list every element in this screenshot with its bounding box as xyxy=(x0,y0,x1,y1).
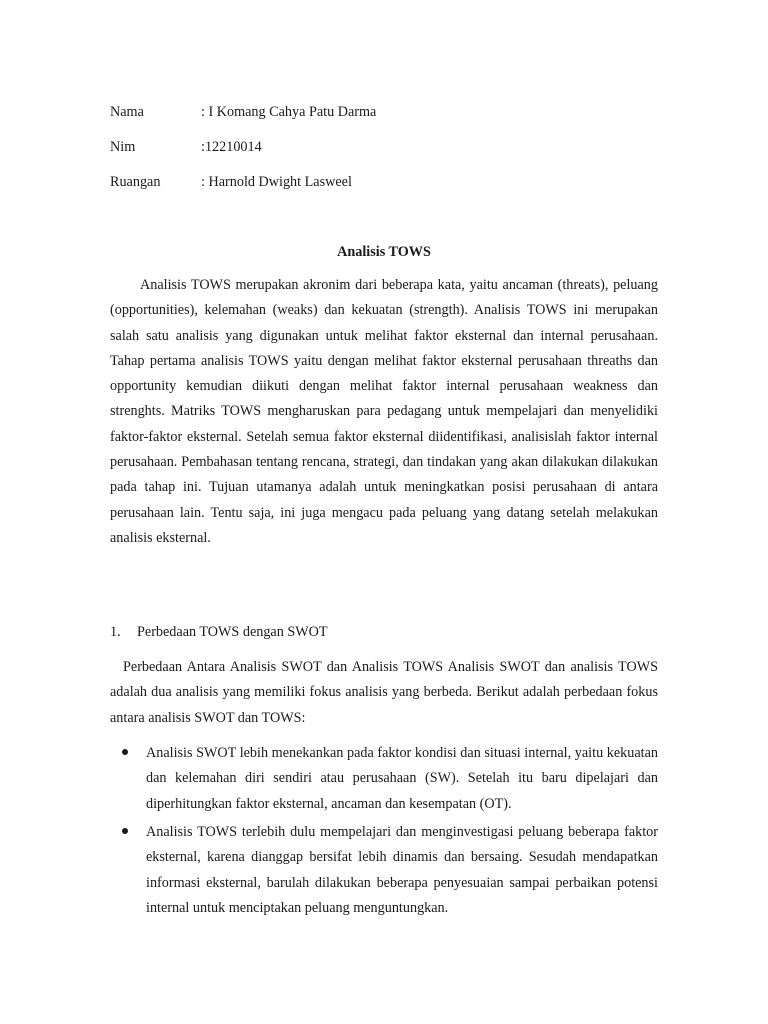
nim-label: Nim xyxy=(110,139,136,155)
nim-value: :12210014 xyxy=(201,139,262,155)
list-item-text: Analisis TOWS terlebih dulu mempelajari dan menginvestigasi peluang beberapa faktor eksternal, karena dianggap bersifat lebih dinamis dan bersaing. Sesudah mendapatkan informasi eksternal, barulah dilakukan beberapa penyesuaian sampai perbaikan potensi internal untuk menciptakan peluang menguntungkan. xyxy=(146,824,658,916)
room-row xyxy=(110,172,352,192)
bullet-icon xyxy=(122,828,128,834)
document-title: Analisis TOWS xyxy=(337,244,431,260)
room-value: : Harnold Dwight Lasweel xyxy=(201,174,352,190)
section-number: 1. xyxy=(110,624,121,640)
name-label: Nama xyxy=(110,104,144,120)
bullet-icon xyxy=(122,749,128,755)
list-item xyxy=(110,741,658,817)
section-heading-text: Perbedaan TOWS dengan SWOT xyxy=(137,624,328,640)
intro-paragraph: Analisis TOWS merupakan akronim dari beberapa kata, yaitu ancaman (threats), peluang (opportunities), kelemahan (weaks) dan kekuatan (strength). Analisis TOWS ini merupakan salah satu analisis yang digunakan untuk melihat faktor eksternal dan internal perusahaan. Tahap pertama analisis TOWS yaitu dengan melihat faktor eksternal perusahaan threaths dan opportunity kemudian diikuti dengan melihat faktor internal perusahaan weakness dan strenghts. Matriks TOWS mengharuskan para pedagang untuk mempelajari dan menyelidiki faktor-faktor eksternal. Setelah semua faktor eksternal diidentifikasi, analisislah faktor internal perusahaan. Pembahasan tentang rencana, strategi, dan tindakan yang akan dilakukan dilakukan pada tahap ini. Tujuan utamanya adalah untuk meningkatkan posisi perusahaan di antara perusahaan lain. Tentu saja, ini juga mengacu pada peluang yang datang setelah melakukan analisis eksternal. xyxy=(110,277,658,546)
name-value: : I Komang Cahya Patu Darma xyxy=(201,104,377,120)
nim-row xyxy=(110,137,262,157)
section-paragraph: Perbedaan Antara Analisis SWOT dan Analisis TOWS Analisis SWOT dan analisis TOWS adalah dua analisis yang memiliki fokus analisis yang berbeda. Berikut adalah perbedaan fokus antara analisis SWOT dan TOWS: xyxy=(110,659,658,726)
section-heading xyxy=(110,622,328,642)
list-item-text: Analisis SWOT lebih menekankan pada faktor kondisi dan situasi internal, yaitu kekuatan dan kelemahan diri sendiri atau perusahaan (SW). Setelah itu baru dipelajari dan diperhitungkan faktor eksternal, ancaman dan kesempatan (OT). xyxy=(146,745,658,812)
name-row xyxy=(110,102,376,122)
list-item xyxy=(110,820,658,921)
room-label: Ruangan xyxy=(110,174,161,190)
